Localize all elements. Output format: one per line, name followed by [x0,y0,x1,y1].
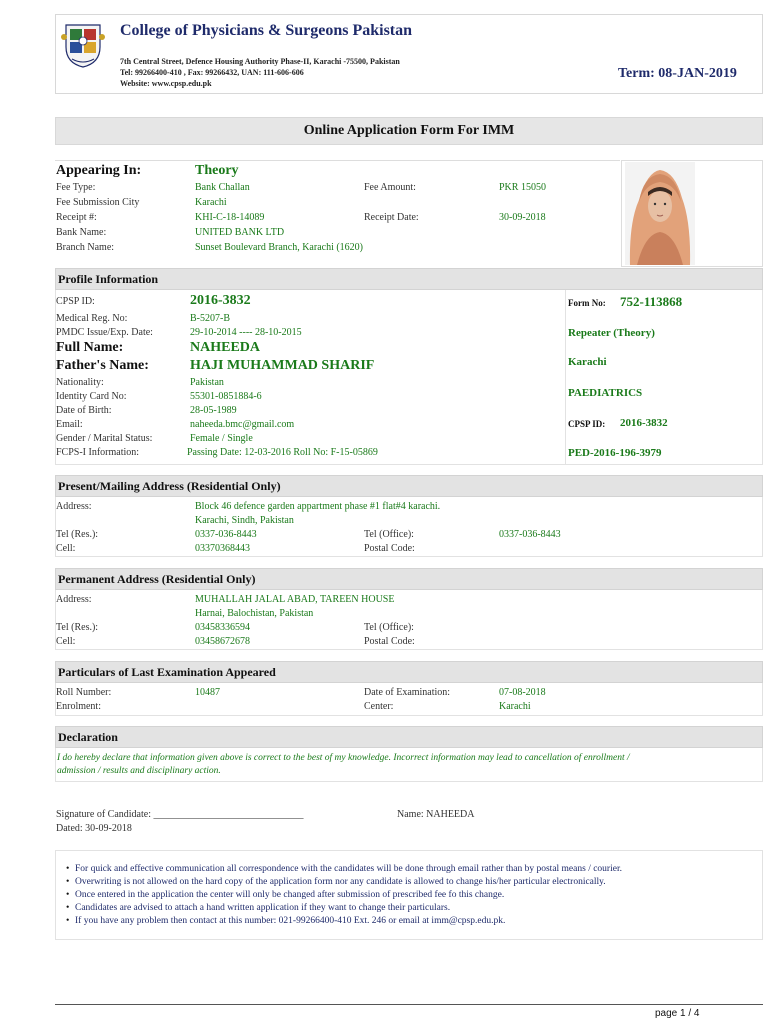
exam-date-label: Date of Examination: [364,687,451,698]
email-label: Email: [56,419,83,430]
med-reg-value: B-5207-B [190,313,230,324]
branch-value: Sunset Boulevard Branch, Karachi (1620) [195,242,364,253]
branch-label: Branch Name: [56,242,115,253]
side-cpsp-value: 2016-3832 [620,417,668,429]
bank-value: UNITED BANK LTD [195,227,285,238]
cpsp-id-label: CPSP ID: [56,296,95,307]
nationality-label: Nationality: [56,377,104,388]
nationality-value: Pakistan [190,377,224,388]
fee-type-value: Bank Challan [195,182,250,193]
appearing-label: Appearing In: [56,163,142,178]
dated-value: Dated: 30-09-2018 [56,823,132,834]
college-address: 7th Central Street, Defence Housing Authority Phase-II, Karachi -75500, Pakistan [120,57,400,66]
term-date: Term: 08-JAN-2019 [618,66,737,81]
id-card-value: 55301-0851884-6 [190,391,262,402]
bank-label: Bank Name: [56,227,107,238]
fee-city-value: Karachi [195,197,227,208]
fee-type-label: Fee Type: [56,182,96,193]
declaration-section-header: Declaration [55,726,763,748]
full-name-value: NAHEEDA [190,340,261,355]
permanent-cell-value: 03458672678 [195,636,250,647]
profile-divider [565,290,566,465]
college-contact: Tel: 99266400-410 , Fax: 99266432, UAN: 111-606-606 [120,68,304,77]
fee-city-label: Fee Submission City [56,197,140,208]
permanent-address-line2: Harnai, Balochistan, Pakistan [195,608,314,619]
receipt-label: Receipt #: [56,212,97,223]
email-value: naheeda.bmc@gmail.com [190,419,295,430]
roll-number-label: Roll Number: [56,687,112,698]
pmdc-label: PMDC Issue/Exp. Date: [56,327,153,338]
fcps-label: FCPS-I Information: [56,447,140,458]
candidate-name: Name: NAHEEDA [397,809,475,820]
mailing-address-line1: Block 46 defence garden appartment phase #1 flat#4 karachi. [195,501,441,512]
permanent-tel-res-value: 03458336594 [195,622,250,633]
father-name-label: Father's Name: [56,358,149,373]
mailing-tel-office-value: 0337-036-8443 [499,529,561,540]
gender-label: Gender / Marital Status: [56,433,153,444]
college-website: Website: www.cpsp.edu.pk [120,79,212,88]
page-number: page 1 / 4 [655,1008,700,1019]
form-no-label: Form No: [568,298,606,308]
declaration-text-line2: admission / results and disciplinary action. [57,766,221,776]
form-title: Online Application Form For IMM [55,117,763,145]
receipt-value: KHI-C-18-14089 [195,212,265,223]
dob-label: Date of Birth: [56,405,112,416]
permanent-cell-label: Cell: [56,636,76,647]
permanent-section-header: Permanent Address (Residential Only) [55,568,763,590]
permanent-tel-office-label: Tel (Office): [364,622,414,633]
ped-number-value: PED-2016-196-3979 [568,447,662,459]
note-item: • Once entered in the application the center will only be changed after submission of prescribed fee fo this change. [66,890,505,900]
city-value: Karachi [568,356,607,368]
mailing-tel-res-label: Tel (Res.): [56,529,99,540]
candidate-photo [625,162,695,265]
full-name-label: Full Name: [56,340,124,355]
signature-line: Signature of Candidate: ______________________________ [56,809,304,820]
fee-amount-label: Fee Amount: [364,182,416,193]
receipt-date-label: Receipt Date: [364,212,419,223]
center-value: Karachi [499,701,531,712]
pmdc-value: 29-10-2014 ---- 28-10-2015 [190,327,302,338]
exam-section-header: Particulars of Last Examination Appeared [55,661,763,683]
note-item: • Candidates are advised to attach a hand written application if they want to change their particulars. [66,903,451,913]
cpsp-crest-logo [60,19,106,69]
permanent-tel-res-label: Tel (Res.): [56,622,99,633]
fcps-value: Passing Date: 12-03-2016 Roll No: F-15-05869 [187,447,378,458]
receipt-date-value: 30-09-2018 [499,212,546,223]
mailing-address-line2: Karachi, Sindh, Pakistan [195,515,294,526]
father-name-value: HAJI MUHAMMAD SHARIF [190,358,375,373]
mailing-cell-label: Cell: [56,543,76,554]
appearing-value: Theory [195,163,239,178]
enrolment-label: Enrolment: [56,701,101,712]
profile-section-header: Profile Information [55,268,763,290]
mailing-tel-office-label: Tel (Office): [364,529,414,540]
mailing-address-label: Address: [56,501,92,512]
side-cpsp-label: CPSP ID: [568,419,606,429]
permanent-postal-label: Postal Code: [364,636,415,647]
footer-rule [55,1004,763,1005]
gender-value: Female / Single [190,433,253,444]
note-item: • Overwriting is not allowed on the hard copy of the application form nor any candidate is allowed to change his/her particular electronically. [66,877,606,887]
med-reg-label: Medical Reg. No: [56,313,128,324]
center-label: Center: [364,701,394,712]
permanent-address-line1: MUHALLAH JALAL ABAD, TAREEN HOUSE [195,594,395,605]
fee-amount-value: PKR 15050 [499,182,546,193]
cpsp-id-value: 2016-3832 [190,293,251,308]
college-title: College of Physicians & Surgeons Pakistan [120,22,413,39]
form-no-value: 752-113868 [620,294,683,309]
mailing-section-header: Present/Mailing Address (Residential Only) [55,475,763,497]
note-item: • For quick and effective communication all correspondence with the candidates will be done through email rather than by postal means / courier. [66,864,622,874]
permanent-address-label: Address: [56,594,92,605]
photo-frame [621,160,763,267]
roll-number-value: 10487 [195,687,220,698]
note-item: • If you have any problem then contact at this number: 021-99266400-410 Ext. 246 or email at imm@cpsp.edu.pk. [66,916,506,926]
profile-section-body [55,290,763,465]
id-card-label: Identity Card No: [56,391,127,402]
declaration-text-line1: I do hereby declare that information given above is correct to the best of my knowledge. Incorrect information may lead to cancellation of enrollment / [57,753,630,763]
repeater-value: Repeater (Theory) [568,327,655,339]
dob-value: 28-05-1989 [190,405,237,416]
specialty-value: PAEDIATRICS [568,387,643,399]
exam-date-value: 07-08-2018 [499,687,546,698]
mailing-postal-label: Postal Code: [364,543,415,554]
mailing-tel-res-value: 0337-036-8443 [195,529,257,540]
mailing-cell-value: 03370368443 [195,543,250,554]
